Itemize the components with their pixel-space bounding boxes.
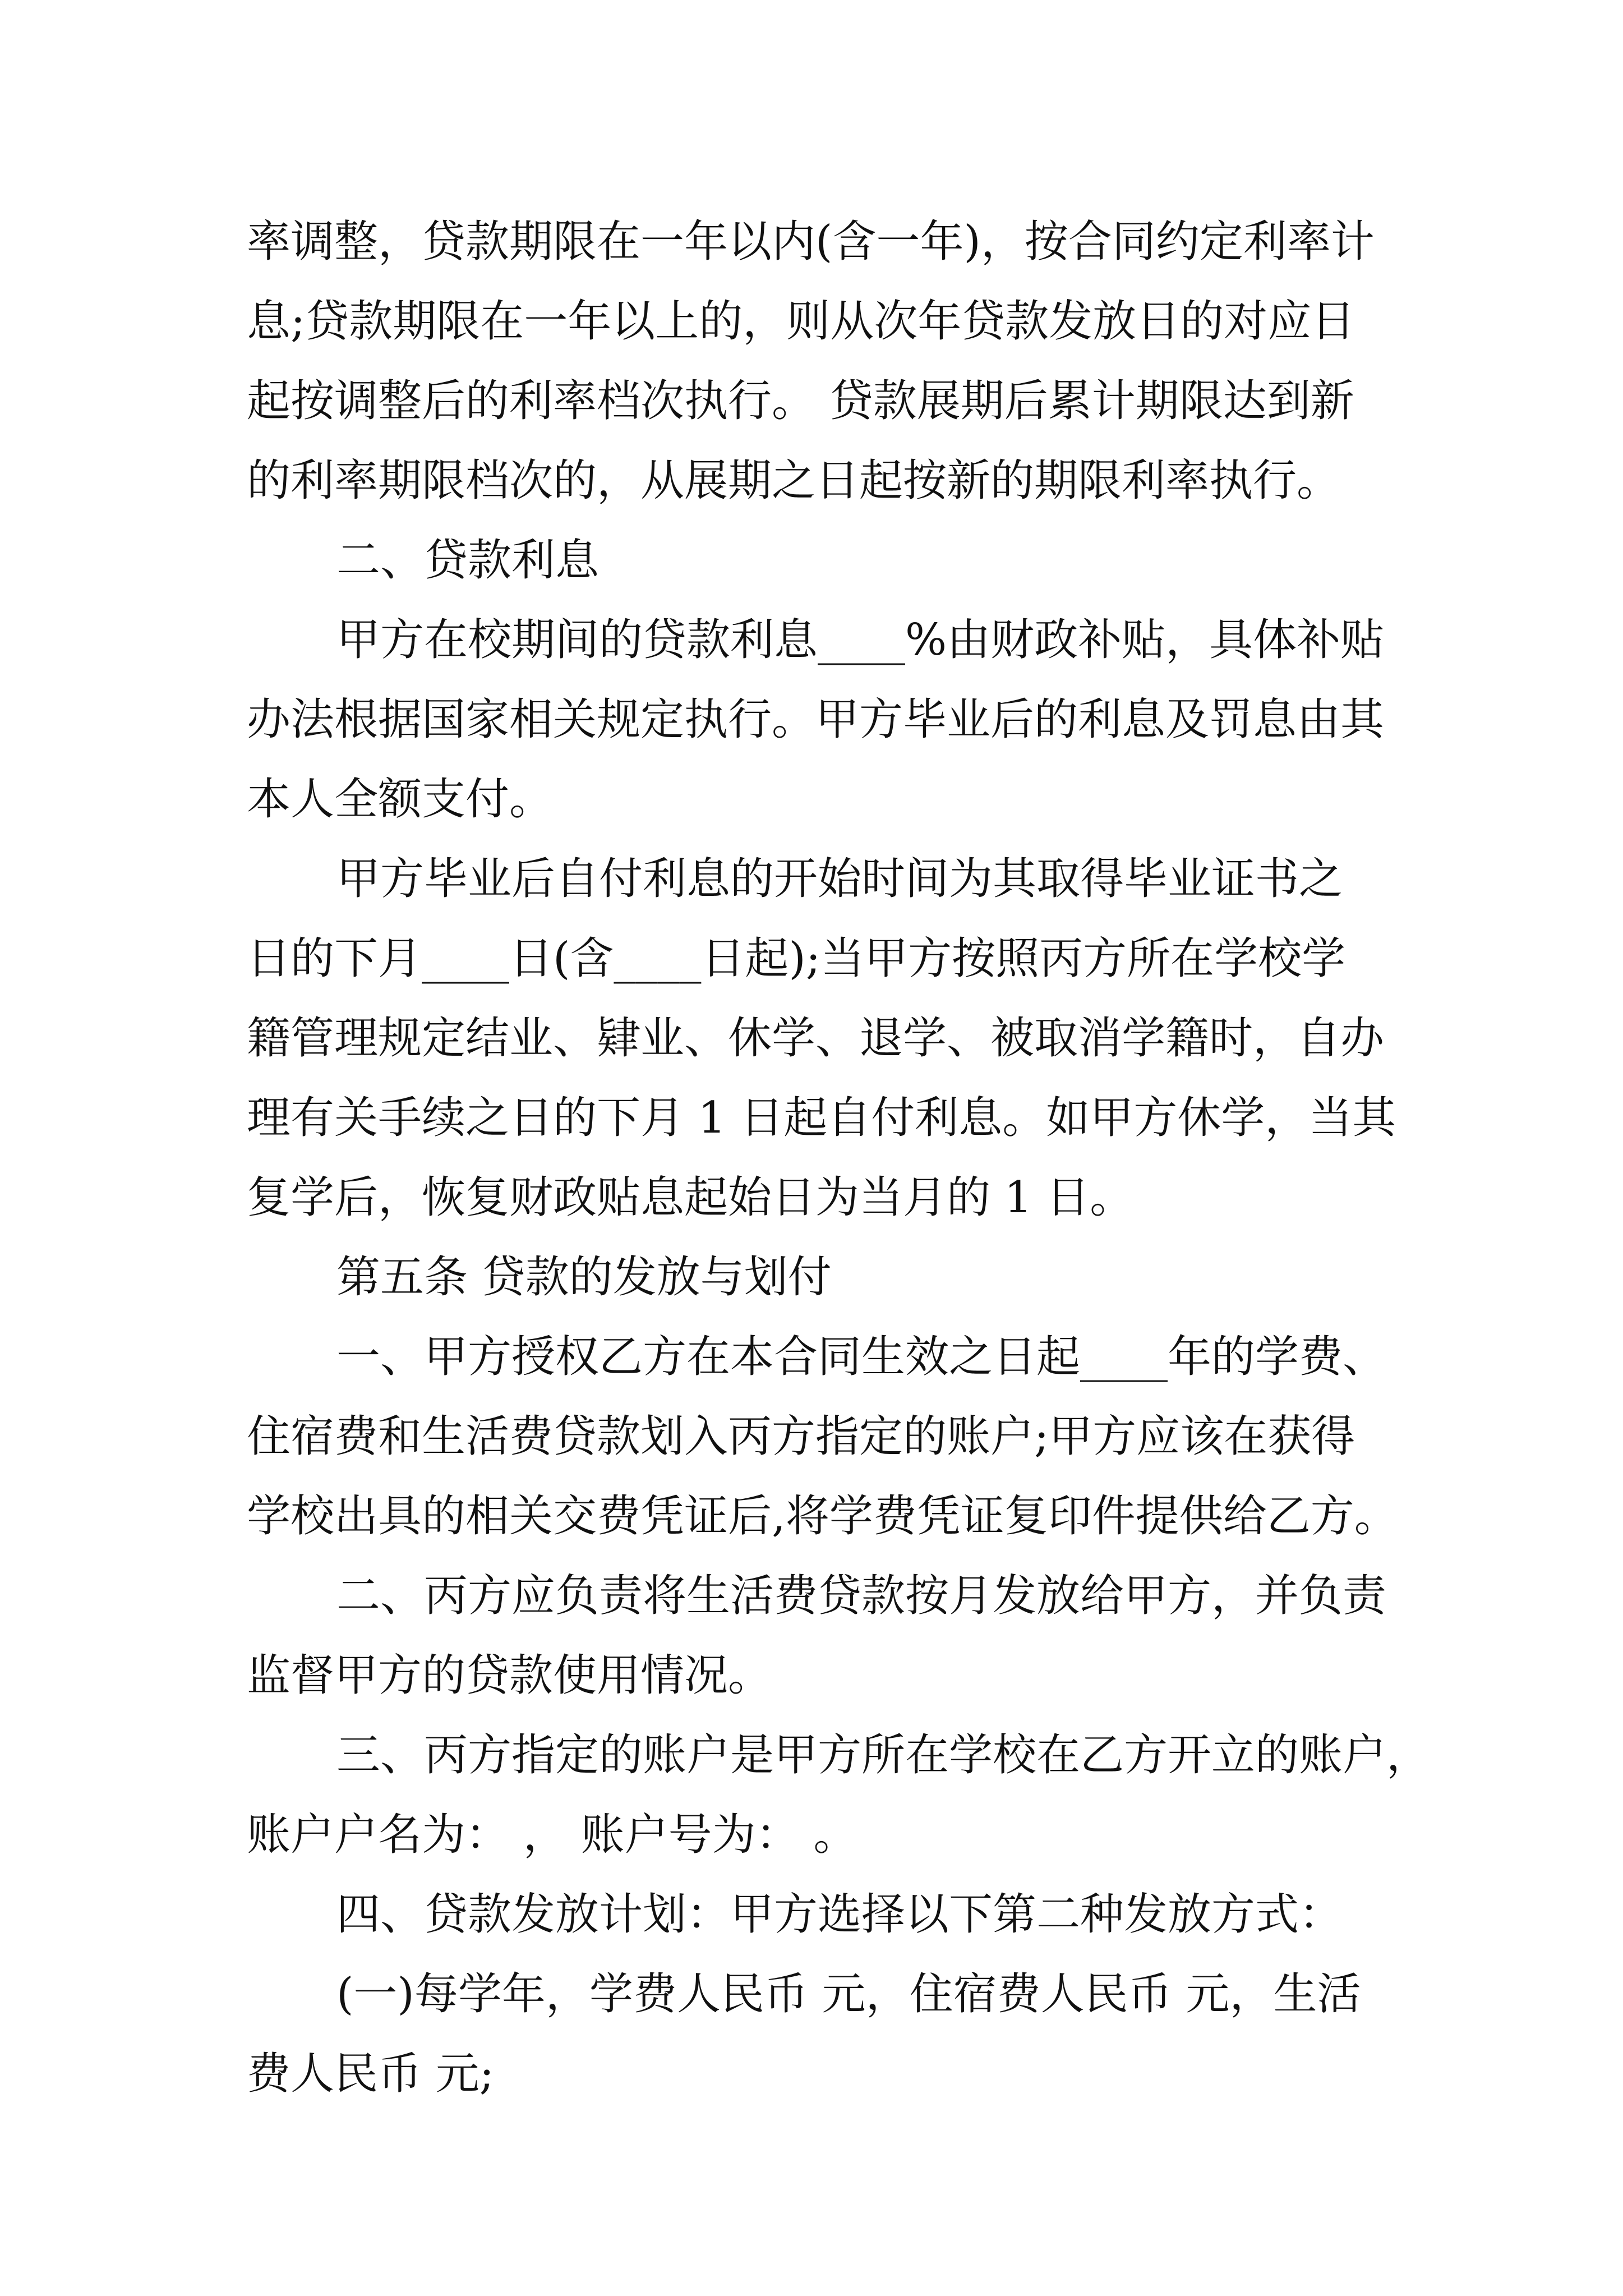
paragraph-line: (一)每学年，学费人民币 元，住宿费人民币 元，生活 [336, 1969, 1361, 2019]
paragraph-line: 本人全额支付。 [247, 774, 554, 825]
paragraph-line: 学校出具的相关交费凭证后,将学费凭证复印件提供给乙方。 [247, 1491, 1398, 1542]
paragraph-line: 一、甲方授权乙方在本合同生效之日起____年的学费、 [336, 1332, 1387, 1382]
paragraph-line: 监督甲方的贷款使用情况。 [247, 1650, 772, 1701]
paragraph-line: 理有关手续之日的下月 1 日起自付利息。如甲方休学，当其 [247, 1093, 1396, 1143]
section-heading: 二、贷款利息 [336, 535, 600, 586]
paragraph-line: 甲方在校期间的贷款利息____%由财政补贴，具体补贴 [336, 615, 1385, 665]
paragraph-line: 甲方毕业后自付利息的开始时间为其取得毕业证书之 [336, 854, 1343, 904]
paragraph-line: 二、丙方应负责将生活费贷款按月发放给甲方，并负责 [336, 1571, 1387, 1621]
paragraph-line: 息;贷款期限在一年以上的，则从次年贷款发放日的对应日 [247, 296, 1355, 347]
paragraph-line: 复学后，恢复财政贴息起始日为当月的 1 日。 [247, 1172, 1134, 1223]
paragraph-line: 费人民币 元; [247, 2049, 495, 2099]
paragraph-line: 起按调整后的利率档次执行。 贷款展期后累计期限达到新 [247, 376, 1354, 426]
paragraph-line: 籍管理规定结业、肄业、休学、退学、被取消学籍时，自办 [247, 1013, 1385, 1064]
paragraph-line: 四、贷款发放计划：甲方选择以下第二种发放方式： [336, 1889, 1343, 1940]
paragraph-line: 的利率期限档次的，从展期之日起按新的期限利率执行。 [247, 455, 1341, 506]
paragraph-line: 账户户名为： ， 账户号为： 。 [247, 1810, 857, 1860]
paragraph-line: 三、丙方指定的账户是甲方所在学校在乙方开立的账户， [336, 1730, 1431, 1780]
paragraph-line: 率调整，贷款期限在一年以内(含一年)，按合同约定利率计 [247, 217, 1375, 267]
paragraph-line: 住宿费和生活费贷款划入丙方指定的账户;甲方应该在获得 [247, 1411, 1355, 1462]
paragraph-line: 办法根据国家相关规定执行。甲方毕业后的利息及罚息由其 [247, 694, 1385, 745]
article-heading: 第五条 贷款的发放与划付 [336, 1252, 832, 1303]
paragraph-line: 日的下月____日(含____日起);当甲方按照丙方所在学校学 [247, 933, 1346, 984]
document-body [247, 202, 1431, 2114]
